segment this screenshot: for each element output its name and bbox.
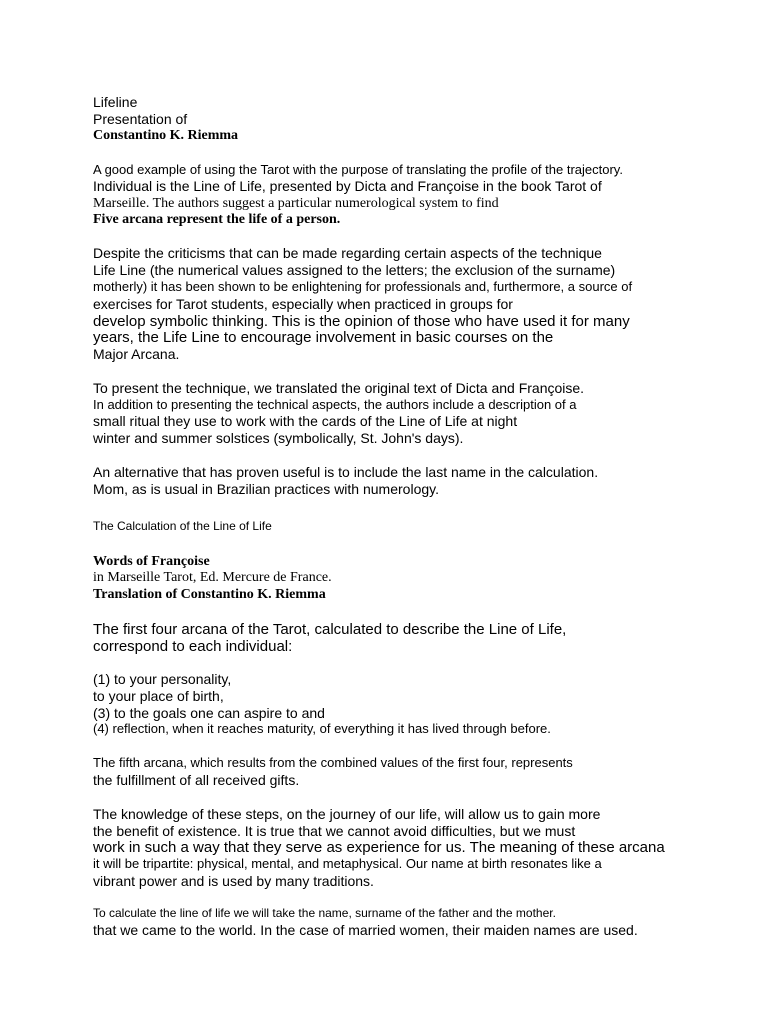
text-line: To calculate the line of life we will take the name, surname of the father and the mother. xyxy=(93,906,556,920)
text-line: Despite the criticisms that can be made regarding certain aspects of the technique xyxy=(93,245,602,261)
text-line: develop symbolic thinking. This is the opinion of those who have used it for many xyxy=(93,313,630,330)
text-line: To present the technique, we translated the original text of Dicta and Françoise. xyxy=(93,380,585,396)
text-line: correspond to each individual: xyxy=(93,638,293,655)
doc-title: Lifeline xyxy=(93,94,138,110)
text-line: motherly) it has been shown to be enlightening for professionals and, furthermore, a source of xyxy=(93,279,633,294)
text-line: years, the Life Line to encourage involvement in basic courses on the xyxy=(93,329,554,346)
text-line: exercises for Tarot students, especially when practiced in groups for xyxy=(93,296,513,312)
text-line: Major Arcana. xyxy=(93,346,180,362)
text-line: winter and summer solstices (symbolically, St. John's days). xyxy=(93,430,464,446)
text-line: Marseille. The authors suggest a particular numerological system to find xyxy=(93,196,499,211)
text-line: Five arcana represent the life of a person. xyxy=(93,212,341,227)
text-line: the benefit of existence. It is true that we cannot avoid difficulties, but we must xyxy=(93,823,576,839)
text-line: the fulfillment of all received gifts. xyxy=(93,772,300,788)
text-line: The fifth arcana, which results from the combined values of the first four, represents xyxy=(93,755,573,770)
doc-author: Constantino K. Riemma xyxy=(93,128,239,143)
text-line: vibrant power and is used by many traditions. xyxy=(93,873,374,889)
text-line: Life Line (the numerical values assigned to the letters; the exclusion of the surname) xyxy=(93,262,616,278)
source-translator: Translation of Constantino K. Riemma xyxy=(93,587,326,602)
text-line: The knowledge of these steps, on the journey of our life, will allow us to gain more xyxy=(93,806,601,822)
list-item: (1) to your personality, xyxy=(93,671,232,687)
text-line: The first four arcana of the Tarot, calculated to describe the Line of Life, xyxy=(93,621,567,638)
section-heading: The Calculation of the Line of Life xyxy=(93,519,272,533)
text-line: work in such a way that they serve as experience for us. The meaning of these arcana xyxy=(93,839,665,856)
text-line: An alternative that has proven useful is to include the last name in the calculation. xyxy=(93,464,599,480)
text-line: small ritual they use to work with the cards of the Line of Life at night xyxy=(93,413,518,429)
list-item: (4) reflection, when it reaches maturity, of everything it has lived through before. xyxy=(93,721,551,736)
text-line: that we came to the world. In the case of married women, their maiden names are used. xyxy=(93,922,638,938)
text-line: In addition to presenting the technical aspects, the authors include a description of a xyxy=(93,397,577,412)
list-item: to your place of birth, xyxy=(93,688,224,704)
text-line: it will be tripartite: physical, mental, and metaphysical. Our name at birth resonates like a xyxy=(93,856,602,871)
source-title: Words of Françoise xyxy=(93,554,210,569)
source-publication: in Marseille Tarot, Ed. Mercure de France. xyxy=(93,570,332,585)
doc-subtitle: Presentation of xyxy=(93,111,188,127)
text-line: Individual is the Line of Life, presented by Dicta and Françoise in the book Tarot of xyxy=(93,178,602,194)
text-line: Mom, as is usual in Brazilian practices with numerology. xyxy=(93,481,439,497)
text-line: A good example of using the Tarot with the purpose of translating the profile of the trajectory. xyxy=(93,162,623,177)
list-item: (3) to the goals one can aspire to and xyxy=(93,705,325,721)
